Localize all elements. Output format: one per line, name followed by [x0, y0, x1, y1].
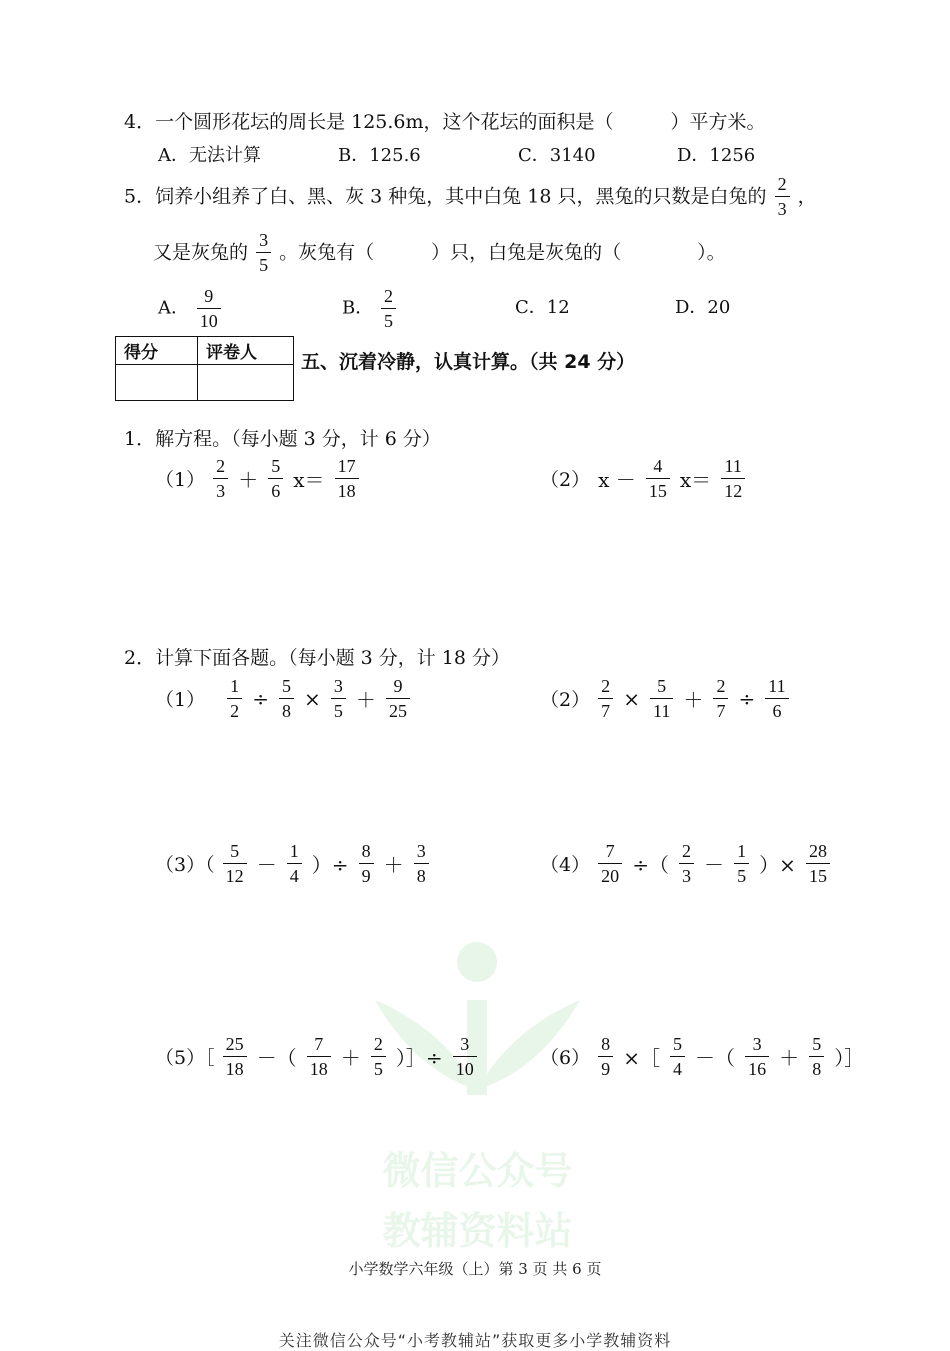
- fraction: $\frac{25}{18}$: [223, 1032, 247, 1081]
- watermark-line2: 教辅资料站: [382, 1209, 573, 1253]
- watermark-line1: 微信公众号: [382, 1149, 573, 1193]
- fraction: $\frac{28}{15}$: [806, 839, 830, 888]
- math-operator: x －: [598, 468, 636, 492]
- calculation-3: （3）（ $\frac{5}{12}$ － $\frac{1}{4}$ ）÷ $\frac{8}{9}$ ＋ $\frac{3}{8}$: [155, 839, 431, 888]
- fraction: $\frac{8}{9}$: [359, 839, 374, 888]
- math-operator: ÷: [252, 686, 269, 711]
- grader-header: 评卷人: [198, 337, 294, 365]
- q5-option-b-fraction: $\frac{2}{5}$: [381, 284, 396, 333]
- calculation-1: （1） $\frac{1}{2}$ ÷ $\frac{5}{8}$ × $\frac{3}{5}$ ＋ $\frac{9}{25}$: [155, 674, 412, 723]
- promo-notice: 关注微信公众号“小考教辅站”获取更多小学教辅资料: [278, 1331, 672, 1350]
- math-operator: ＋: [383, 853, 404, 877]
- math-operator: －: [704, 853, 725, 877]
- fraction: $\frac{4}{15}$: [646, 454, 670, 503]
- section-5-title: 五、沉着冷静，认真计算。（共 24 分）: [301, 351, 636, 373]
- math-operator: x＝: [679, 468, 712, 492]
- q5-option-b: B． $\frac{2}{5}$: [342, 284, 398, 333]
- q5-line1-comma: ，: [797, 185, 817, 208]
- q5-line2-end: 。灰兔有（ ）只，白兔是灰兔的（ ）。: [279, 241, 726, 264]
- math-operator: ÷: [738, 686, 756, 711]
- math-operator: ）×: [759, 853, 796, 877]
- q5-option-c: C．12: [515, 297, 570, 318]
- fraction: $\frac{2}{5}$: [371, 1032, 386, 1081]
- question-5-line1: [124, 172, 817, 221]
- math-operator: ＋: [340, 1046, 361, 1070]
- fraction: $\frac{1}{4}$: [287, 839, 302, 888]
- q5-option-a-fraction: $\frac{9}{10}$: [197, 284, 221, 333]
- fraction: $\frac{5}{4}$: [670, 1032, 685, 1081]
- fraction: $\frac{8}{9}$: [598, 1032, 613, 1081]
- calculation-4: （4） $\frac{7}{20}$ ÷（ $\frac{2}{3}$ － $\frac{1}{5}$ ）× $\frac{28}{15}$: [540, 839, 832, 888]
- q5-line2-start: 又是灰兔的: [153, 241, 249, 264]
- fraction: $\frac{5}{6}$: [268, 454, 283, 503]
- fraction: $\frac{11}{6}$: [765, 674, 788, 723]
- equation-2: （2） x － $\frac{4}{15}$ x＝ $\frac{11}{12}$: [540, 454, 747, 503]
- math-operator: ）］: [834, 1046, 865, 1070]
- fraction: $\frac{2}{3}$: [679, 839, 694, 888]
- question-5-line2: [153, 228, 726, 277]
- fraction: $\frac{7}{18}$: [307, 1032, 331, 1081]
- fraction: $\frac{2}{7}$: [713, 674, 728, 723]
- grader-cell[interactable]: [198, 365, 294, 401]
- q4-option-c: C．3140: [518, 145, 596, 166]
- fraction: $\frac{11}{12}$: [721, 454, 745, 503]
- math-operator: ＋: [238, 468, 259, 492]
- math-operator: ×［: [623, 1046, 660, 1070]
- score-header: 得分: [116, 337, 198, 365]
- fraction: $\frac{3}{16}$: [745, 1032, 769, 1081]
- fraction: $\frac{7}{20}$: [598, 839, 622, 888]
- fraction: $\frac{3}{10}$: [453, 1032, 477, 1081]
- fraction: $\frac{9}{25}$: [386, 674, 410, 723]
- math-operator: ）］÷: [395, 1046, 443, 1070]
- score-cell[interactable]: [116, 365, 198, 401]
- q5-option-d: D．20: [675, 297, 731, 318]
- fraction: $\frac{2}{7}$: [598, 674, 613, 723]
- fraction: $\frac{1}{2}$: [227, 674, 242, 723]
- calculation-2: （2） $\frac{2}{7}$ × $\frac{5}{11}$ ＋ $\frac{2}{7}$ ÷ $\frac{11}{6}$: [540, 674, 791, 723]
- math-operator: ×: [623, 686, 640, 711]
- part-2-heading: 2．计算下面各题。（每小题 3 分，计 18 分）: [124, 647, 511, 669]
- math-operator: ×: [304, 686, 321, 711]
- calculation-6: （6） $\frac{8}{9}$ ×［ $\frac{5}{4}$ －（ $\frac{3}{16}$ ＋ $\frac{5}{8}$ ）］: [540, 1034, 865, 1079]
- q5-line1-text: 5．饲养小组养了白、黑、灰 3 种兔，其中白兔 18 只，黑兔的只数是白兔的: [124, 185, 767, 208]
- watermark-logo-icon: [355, 940, 600, 1240]
- fraction: $\frac{2}{3}$: [213, 454, 228, 503]
- q4-option-b: B．125.6: [338, 145, 421, 166]
- math-operator: －（: [695, 1046, 736, 1070]
- watermark: [355, 940, 600, 1253]
- math-operator: －（: [256, 1046, 297, 1070]
- math-operator: x＝: [293, 468, 325, 492]
- math-operator: －: [256, 853, 277, 877]
- fraction: $\frac{3}{5}$: [331, 674, 346, 723]
- equation-1: （1） $\frac{2}{3}$ ＋ $\frac{5}{6}$ x＝ $\frac{17}{18}$: [155, 454, 361, 503]
- q5-option-a: A． $\frac{9}{10}$: [158, 284, 223, 333]
- math-operator: ÷（: [632, 853, 669, 877]
- q5-fraction-2-3: $\frac{2}{3}$: [775, 172, 790, 221]
- fraction: $\frac{5}{8}$: [279, 674, 294, 723]
- math-operator: ＋: [779, 1046, 800, 1070]
- q4-option-a: A．无法计算: [158, 145, 261, 166]
- score-table: [115, 336, 294, 401]
- question-4-text: 4．一个圆形花坛的周长是 125.6m，这个花坛的面积是（ ）平方米。: [124, 111, 766, 133]
- math-operator: ＋: [683, 688, 704, 712]
- fraction: $\frac{1}{5}$: [734, 839, 749, 888]
- fraction: $\frac{17}{18}$: [335, 454, 359, 503]
- math-operator: ＋: [355, 688, 376, 712]
- q5-fraction-3-5: $\frac{3}{5}$: [256, 228, 271, 277]
- fraction: $\frac{3}{8}$: [414, 839, 429, 888]
- fraction: $\frac{5}{8}$: [809, 1032, 824, 1081]
- fraction: $\frac{5}{12}$: [223, 839, 247, 888]
- page-footer: 小学数学六年级（上）第 3 页 共 6 页: [348, 1260, 602, 1278]
- fraction: $\frac{5}{11}$: [650, 674, 673, 723]
- part-1-heading: 1．解方程。（每小题 3 分，计 6 分）: [124, 428, 441, 450]
- calculation-5: （5）［ $\frac{25}{18}$ －（ $\frac{7}{18}$ ＋ $\frac{2}{5}$ ）］÷ $\frac{3}{10}$: [155, 1032, 479, 1081]
- math-operator: ）÷: [311, 853, 349, 877]
- q4-option-d: D．1256: [677, 145, 756, 166]
